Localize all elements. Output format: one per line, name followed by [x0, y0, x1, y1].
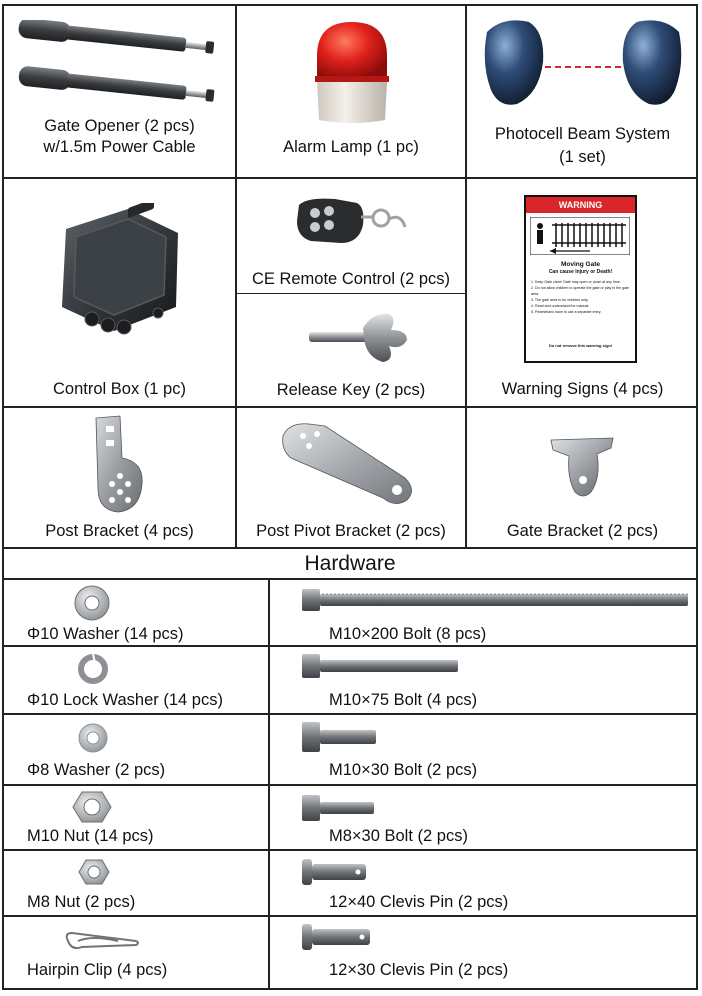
photocell-icon	[473, 12, 693, 112]
photocell-label-line2: (1 set)	[559, 148, 606, 166]
divider	[2, 915, 698, 917]
divider	[268, 579, 270, 990]
hardware-left-label: Hairpin Clip (4 pcs)	[27, 961, 168, 979]
item-post-bracket	[4, 408, 235, 547]
nut-m10-icon	[72, 790, 112, 824]
alarm-lamp-icon	[297, 16, 407, 126]
washer-10-icon	[72, 583, 112, 623]
warning-sign-header	[526, 197, 635, 213]
release-key-icon	[303, 308, 413, 368]
bolt-m8x30-icon	[300, 793, 380, 823]
item-photocell	[467, 6, 698, 177]
pivot-bracket-icon	[279, 420, 419, 510]
alarm-lamp-label: Alarm Lamp (1 pc)	[283, 138, 419, 156]
hairpin-clip-icon	[62, 929, 142, 955]
item-alarm-lamp	[237, 6, 465, 177]
item-remote	[237, 179, 465, 293]
item-control-box	[4, 179, 235, 406]
post-bracket-label: Post Bracket (4 pcs)	[45, 522, 194, 540]
hardware-right-label: 12×30 Clevis Pin (2 pcs)	[329, 961, 509, 979]
divider	[2, 849, 698, 851]
item-warning-signs	[467, 179, 698, 406]
release-key-label: Release Key (2 pcs)	[276, 381, 426, 399]
warning-sign-line: 2. Do not allow children to operate the gate or play in the gate area.	[531, 286, 630, 296]
bolt-m10x200-icon	[300, 587, 690, 613]
item-gate-bracket	[467, 408, 698, 547]
warning-header-text: WARNING	[558, 200, 603, 210]
hardware-left-label: M8 Nut (2 pcs)	[27, 893, 136, 911]
divider	[2, 578, 698, 580]
hardware-left-label: M10 Nut (14 pcs)	[27, 827, 154, 845]
control-box-label: Control Box (1 pc)	[53, 380, 186, 398]
hardware-right-label: M10×200 Bolt (8 pcs)	[329, 625, 487, 643]
divider	[2, 784, 698, 786]
bolt-m10x30-icon	[300, 720, 380, 754]
hardware-left-label: Φ10 Lock Washer (14 pcs)	[27, 691, 223, 709]
warning-signs-label: Warning Signs (4 pcs)	[501, 380, 664, 398]
control-box-icon	[54, 203, 184, 343]
lock-washer-icon	[76, 652, 110, 686]
warning-sign-footer: Do not remove this warning sign!	[548, 343, 613, 348]
washer-8-icon	[76, 721, 110, 755]
hardware-right-label: 12×40 Clevis Pin (2 pcs)	[329, 893, 509, 911]
item-post-pivot-bracket	[237, 408, 465, 547]
divider	[2, 645, 698, 647]
post-bracket-icon	[88, 414, 148, 514]
warning-sign-line: 1. Keep Gate clear! Gate may open or close at any time.	[531, 280, 621, 284]
clevis-pin-12x30-icon	[300, 922, 374, 952]
warning-sign-title: Moving Gate	[560, 261, 600, 268]
warning-sign-line: 3. The gate area is for vehicles only.	[531, 298, 589, 302]
item-gate-opener	[4, 6, 235, 177]
hardware-right-label: M10×75 Bolt (4 pcs)	[329, 691, 478, 709]
clevis-pin-12x40-icon	[300, 857, 370, 887]
hardware-left-label: Φ8 Washer (2 pcs)	[27, 761, 166, 779]
gate-pictogram-icon	[530, 217, 630, 255]
hardware-right-label: M8×30 Bolt (2 pcs)	[329, 827, 468, 845]
remote-control-icon	[293, 191, 413, 251]
nut-m8-icon	[78, 858, 110, 886]
gate-bracket-icon	[547, 434, 617, 504]
warning-sign-subtitle: Can cause Injury or Death!	[548, 269, 613, 275]
remote-label: CE Remote Control (2 pcs)	[251, 270, 451, 288]
hardware-right-label: M10×30 Bolt (2 pcs)	[329, 761, 478, 779]
bolt-m10x75-icon	[300, 652, 460, 680]
post-pivot-bracket-label: Post Pivot Bracket (2 pcs)	[256, 522, 446, 540]
warning-sign-line: 5. Pedestrians have to use a separate entry.	[531, 310, 602, 314]
item-release-key	[237, 294, 465, 406]
photocell-label-line1: Photocell Beam System	[494, 125, 671, 143]
hardware-left-label: Φ10 Washer (14 pcs)	[27, 625, 184, 643]
hardware-title: Hardware	[304, 552, 396, 575]
gate-opener-label-line2: w/1.5m Power Cable	[43, 138, 196, 156]
warning-sign-icon	[524, 195, 637, 363]
gate-opener-label-line1: Gate Opener (2 pcs)	[44, 117, 195, 135]
divider	[2, 713, 698, 715]
gate-opener-icon	[10, 20, 230, 120]
gate-bracket-label: Gate Bracket (2 pcs)	[506, 522, 659, 540]
warning-sign-line: 4. Read and understand the manual.	[531, 304, 590, 308]
